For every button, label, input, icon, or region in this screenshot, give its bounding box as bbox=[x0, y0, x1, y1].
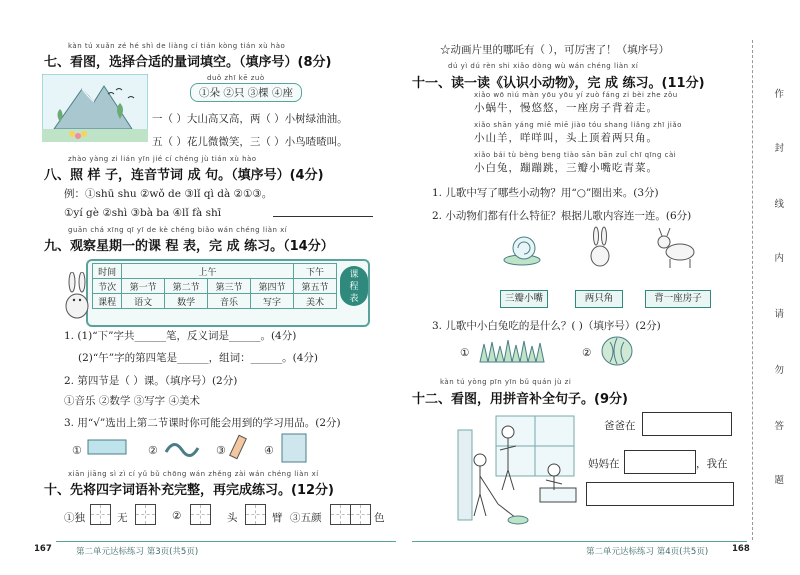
q12-dad-label: 爸爸在 bbox=[604, 420, 636, 432]
school-supplies bbox=[72, 432, 322, 464]
period-cell: 第二节 bbox=[165, 279, 208, 294]
svg-text:②: ② bbox=[148, 444, 158, 457]
char-box[interactable] bbox=[330, 504, 351, 525]
q7-line2: 五（ ）花儿微微笑，三（ ）小鸟喳喳叫。 bbox=[152, 136, 348, 148]
q12-me-label: ，我在 bbox=[696, 458, 728, 470]
margin-char: 勿 bbox=[774, 365, 784, 376]
q7-title: 七、看图，选择合适的量词填空。（填序号）(8分) bbox=[44, 55, 332, 70]
q7-options-box: ①朵 ②只 ③棵 ④座 bbox=[190, 83, 302, 102]
badge-char: 课 bbox=[349, 270, 359, 280]
q8-title: 八、照 样 子，连音节词 成 句。（填序号）(4分) bbox=[44, 168, 324, 183]
th-am: 上午 bbox=[122, 264, 294, 279]
q10-w1b: 无 bbox=[117, 512, 128, 524]
svg-text:③: ③ bbox=[216, 444, 226, 457]
margin-char: 线 bbox=[774, 199, 784, 210]
char-box[interactable] bbox=[190, 504, 211, 525]
char-box[interactable] bbox=[135, 504, 156, 525]
q9-title: 九、观察星期一的课 程 表，完 成 练习。（14分） bbox=[44, 239, 334, 254]
q9-s1b: (2)“午”字的第四笔是______，组词：______。(4分) bbox=[78, 352, 318, 364]
period-cell: 第四节 bbox=[251, 279, 294, 294]
q11-s3-opt1: ① bbox=[460, 347, 470, 359]
q10-title: 十、先将四字词语补充完整，再完成练习。(12分) bbox=[44, 483, 334, 498]
q10-pinyin: xiān jiāng sì zì cí yǔ bǔ chōng wán zhěng zài wán chéng liàn xí bbox=[68, 470, 319, 478]
q11-s2: 2. 小动物们都有什么特征？根据儿歌内容连一连。(6分) bbox=[432, 210, 692, 222]
footer-rule-left bbox=[56, 541, 396, 542]
q12-pinyin: kàn tú yòng pīn yīn bǔ quán jù zi bbox=[440, 378, 572, 386]
q10-w3: ③五颜 bbox=[290, 512, 322, 524]
q8-answer-line[interactable] bbox=[273, 216, 373, 217]
page-number-left: 167 bbox=[34, 544, 52, 554]
course-cell: 课程 bbox=[93, 294, 122, 309]
rabbit-icon bbox=[60, 272, 94, 320]
q11-pinyin: dú yì dú rèn shi xiǎo dòng wù wán chéng liàn xí bbox=[448, 62, 639, 70]
badge-char: 表 bbox=[349, 294, 359, 304]
animals-row bbox=[500, 226, 710, 270]
footer-right: 第二单元达标练习 第4页(共5页) bbox=[586, 547, 709, 557]
poem-line-1: 小蜗牛，慢悠悠，一座房子背着走。 bbox=[474, 102, 658, 114]
poem-line-3: 小白兔，蹦蹦跳，三瓣小嘴吃青菜。 bbox=[474, 162, 658, 174]
q11-s1: 1. 儿歌中写了哪些小动物？用“○”圈出来。(3分) bbox=[432, 187, 659, 199]
mom-answer-box[interactable] bbox=[624, 450, 696, 474]
q7-line1: 一（ ）大山高又高，两（ ）小树绿油油。 bbox=[152, 113, 348, 125]
course-cell: 数学 bbox=[165, 294, 208, 309]
trait-tag-2[interactable]: 两只角 bbox=[575, 290, 623, 308]
q8-pinyin: zhào yàng zi lián yīn jié cí chéng jù tián xù hào bbox=[68, 155, 257, 163]
period-cell: 第五节 bbox=[293, 279, 336, 294]
th-pm: 下午 bbox=[293, 264, 336, 279]
q9-s1a: 1. (1)“下”字共______笔，反义词是______。(4分) bbox=[64, 330, 297, 342]
intro-line: ☆动画片里的哪吒有（ ），可厉害了！（填序号） bbox=[440, 44, 670, 56]
schedule-table bbox=[92, 263, 337, 309]
q10-w1a: ①独 bbox=[64, 512, 85, 524]
char-box[interactable] bbox=[245, 504, 266, 525]
char-box[interactable] bbox=[350, 504, 371, 525]
course-cell: 音乐 bbox=[208, 294, 251, 309]
q7-pinyin: kàn tú xuǎn zé hé shì de liàng cí tián kòng tián xù hào bbox=[68, 42, 286, 50]
margin-char: 封 bbox=[774, 143, 784, 154]
q10-w2: ② bbox=[172, 510, 182, 522]
course-cell: 语文 bbox=[122, 294, 165, 309]
p2-pinyin: xiǎo shān yáng miē miē jiào tóu shang liǎng zhī jiǎo bbox=[474, 121, 682, 129]
trait-tag-3[interactable]: 背一座房子 bbox=[645, 290, 711, 308]
q10-w2c: 臂 bbox=[272, 512, 283, 524]
snail-icon bbox=[504, 237, 540, 265]
cabbage-icon bbox=[600, 334, 634, 366]
q12-title: 十二、看图，用拼音补全句子。(9分) bbox=[412, 392, 628, 407]
me-answer-box[interactable] bbox=[586, 482, 734, 506]
q8-task: ①yí gè ②shì ③bà ba ④lǐ fà shī bbox=[64, 207, 222, 219]
q11-s3-opt2: ② bbox=[582, 347, 592, 359]
q11-s3: 3. 儿歌中小白兔吃的是什么？( )（填序号）(2分) bbox=[432, 320, 661, 332]
page-number-right: 168 bbox=[732, 544, 750, 554]
q10-w2b: 头 bbox=[227, 512, 238, 524]
q12-mom-label: 妈妈在 bbox=[588, 458, 620, 470]
period-cell: 第一节 bbox=[122, 279, 165, 294]
margin-char: 内 bbox=[774, 253, 784, 264]
margin-char: 题 bbox=[774, 475, 784, 486]
q9-s3: 3. 用“√”选出上第二节课时你可能会用到的学习用品。(2分) bbox=[64, 417, 341, 429]
period-cell: 第三节 bbox=[208, 279, 251, 294]
footer-rule-right bbox=[412, 541, 747, 542]
binding-line bbox=[752, 40, 753, 540]
badge-char: 程 bbox=[349, 282, 359, 292]
rabbit-icon bbox=[591, 227, 609, 266]
q9-s2: 2. 第四节是（ ）课。（填序号）(2分) bbox=[64, 375, 238, 387]
char-box[interactable] bbox=[90, 504, 111, 525]
poem-line-2: 小山羊，咩咩叫，头上顶着两只角。 bbox=[474, 132, 658, 144]
footer-left: 第二单元达标练习 第3页(共5页) bbox=[76, 547, 199, 557]
q7-options-pinyin: duǒ zhī kē zuò bbox=[207, 74, 265, 82]
p1-pinyin: xiǎo wō niú màn yōu yōu yí zuò fáng zi bèi zhe zǒu bbox=[474, 91, 678, 99]
q11-title: 十一、读一读《认识小动物》，完 成 练习。(11分) bbox=[412, 76, 705, 91]
q10-w3b: 色 bbox=[374, 512, 385, 524]
period-cell: 节次 bbox=[93, 279, 122, 294]
mountain-picture bbox=[42, 74, 148, 142]
q9-pinyin: guān chá xīng qī yī de kè chéng biǎo wán chéng liàn xí bbox=[68, 226, 288, 234]
margin-char: 请 bbox=[774, 309, 784, 320]
p3-pinyin: xiǎo bái tù bèng beng tiào sān bān zuǐ chī qīng cài bbox=[474, 151, 677, 159]
svg-text:①: ① bbox=[72, 444, 82, 457]
family-chores-picture bbox=[456, 410, 582, 530]
dad-answer-box[interactable] bbox=[642, 412, 732, 436]
goat-icon bbox=[658, 228, 694, 268]
margin-char: 答 bbox=[774, 421, 784, 432]
q8-example: 例：①shū shu ②wǒ de ③lǐ qì dà ②①③。 bbox=[64, 188, 273, 200]
course-cell: 写字 bbox=[251, 294, 294, 309]
margin-char: 作 bbox=[774, 89, 784, 100]
q9-s2-options: ①音乐 ②数学 ③写字 ④美术 bbox=[64, 395, 201, 407]
schedule-badge bbox=[340, 266, 368, 306]
th-time: 时间 bbox=[93, 264, 122, 279]
trait-tag-1[interactable]: 三瓣小嘴 bbox=[500, 290, 548, 308]
grass-icon bbox=[478, 338, 548, 364]
svg-text:④: ④ bbox=[264, 444, 274, 457]
course-cell: 美术 bbox=[293, 294, 336, 309]
